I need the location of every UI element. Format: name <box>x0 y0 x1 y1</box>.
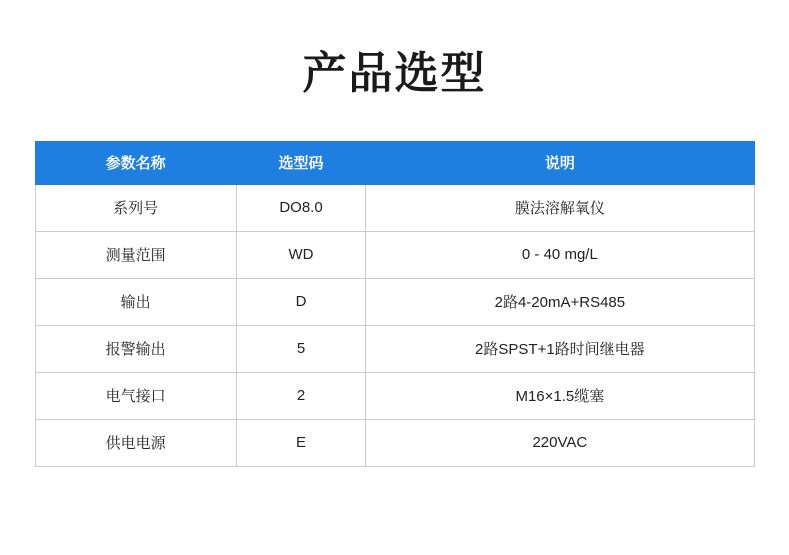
cell-description: 0 - 40 mg/L <box>366 231 754 278</box>
cell-selection-code: 2 <box>236 372 365 419</box>
column-header-description: 说明 <box>366 141 754 184</box>
cell-selection-code: WD <box>236 231 365 278</box>
page-title: 产品选型 <box>302 49 487 98</box>
cell-selection-code: DO8.0 <box>236 184 365 231</box>
cell-parameter-name: 报警输出 <box>35 325 236 372</box>
cell-description: 2路4-20mA+RS485 <box>366 278 754 325</box>
cell-description: M16×1.5缆塞 <box>366 372 754 419</box>
cell-parameter-name: 输出 <box>35 278 236 325</box>
table-row <box>35 325 754 372</box>
table-header <box>35 141 754 184</box>
cell-parameter-name: 电气接口 <box>35 372 236 419</box>
table-row <box>35 419 754 466</box>
cell-selection-code: D <box>236 278 365 325</box>
cell-parameter-name: 系列号 <box>35 184 236 231</box>
cell-parameter-name: 测量范围 <box>35 231 236 278</box>
cell-selection-code: E <box>236 419 365 466</box>
table-row <box>35 231 754 278</box>
table-row <box>35 184 754 231</box>
product-selection-table <box>35 141 755 467</box>
table-header-row <box>35 141 754 184</box>
table-row <box>35 278 754 325</box>
column-header-selection-code: 选型码 <box>236 141 365 184</box>
cell-description: 220VAC <box>366 419 754 466</box>
cell-selection-code: 5 <box>236 325 365 372</box>
column-header-parameter-name: 参数名称 <box>35 141 236 184</box>
cell-parameter-name: 供电电源 <box>35 419 236 466</box>
cell-description: 膜法溶解氧仪 <box>366 184 754 231</box>
cell-description: 2路SPST+1路时间继电器 <box>366 325 754 372</box>
table-row <box>35 372 754 419</box>
spec-table-container <box>35 141 755 467</box>
table-body <box>35 184 754 466</box>
